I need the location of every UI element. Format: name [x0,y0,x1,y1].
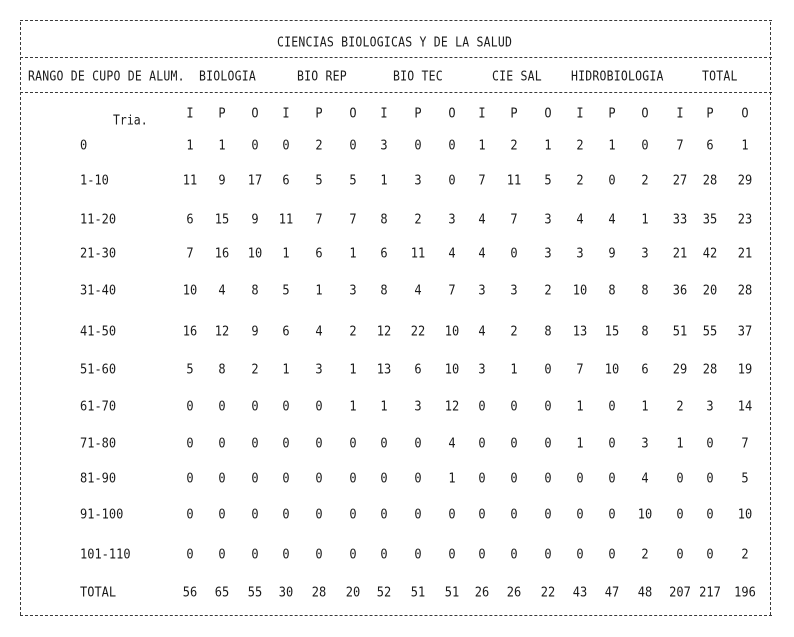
table-cell: 1 [544,137,552,153]
table-cell: 11 [182,172,198,188]
range-row-label: 41-50 [80,323,117,339]
table-cell: 10 [604,361,620,377]
table-cell: 0 [478,435,486,451]
table-cell: 28 [702,172,718,188]
header-divider [20,92,772,93]
table-cell: 0 [282,470,290,486]
table-cell: 7 [349,211,357,227]
sub-column-header: P [414,105,422,121]
table-cell: 4 [478,211,486,227]
table-cell: 1 [380,398,388,414]
title-divider [20,57,772,58]
table-cell: 0 [414,137,422,153]
table-cell: 5 [186,361,194,377]
sub-column-header: I [380,105,388,121]
range-row-label: 11-20 [80,211,117,227]
table-cell: 8 [251,282,259,298]
table-cell: 7 [676,137,684,153]
table-cell: 1 [218,137,226,153]
table-cell: 55 [702,323,718,339]
table-cell: 6 [706,137,714,153]
table-cell: 1 [186,137,194,153]
table-cell: 1 [676,435,684,451]
table-cell: 2 [676,398,684,414]
table-cell: 10 [444,361,460,377]
table-cell: 13 [572,323,588,339]
table-cell: 0 [380,506,388,522]
table-cell: 0 [510,435,518,451]
table-cell: 21 [737,245,753,261]
sub-column-header: P [706,105,714,121]
table-cell: 0 [608,172,616,188]
table-cell: 0 [706,435,714,451]
table-cell: 10 [637,506,653,522]
table-cell: 196 [734,584,756,600]
sub-column-header: P [315,105,323,121]
table-cell: 0 [251,435,259,451]
table-cell: 2 [510,323,518,339]
table-cell: 3 [544,245,552,261]
table-cell: 1 [608,137,616,153]
table-cell: 29 [672,361,688,377]
table-cell: 6 [282,323,290,339]
table-cell: 0 [349,435,357,451]
table-cell: 0 [676,546,684,562]
table-cell: 0 [315,398,323,414]
table-cell: 0 [380,546,388,562]
table-cell: 1 [576,435,584,451]
table-cell: 2 [510,137,518,153]
table-cell: 0 [608,506,616,522]
table-cell: 0 [576,546,584,562]
table-cell: 12 [444,398,460,414]
table-cell: 5 [315,172,323,188]
table-cell: 1 [315,282,323,298]
table-cell: 0 [186,506,194,522]
table-cell: 0 [478,506,486,522]
table-cell: 0 [706,470,714,486]
table-cell: 27 [672,172,688,188]
table-cell: 5 [741,470,749,486]
trimester-label: Tria. [113,112,148,128]
table-cell: 9 [218,172,226,188]
table-cell: 3 [448,211,456,227]
table-cell: 5 [544,172,552,188]
table-cell: 3 [641,435,649,451]
table-cell: 3 [478,282,486,298]
table-cell: 0 [706,546,714,562]
table-cell: 0 [218,546,226,562]
table-cell: 30 [278,584,294,600]
table-cell: 10 [572,282,588,298]
table-cell: 1 [478,137,486,153]
table-cell: 0 [380,470,388,486]
table-cell: 20 [702,282,718,298]
table-cell: 0 [510,546,518,562]
table-cell: 1 [349,245,357,261]
bottom-border [20,615,772,616]
table-cell: 11 [278,211,294,227]
table-cell: 48 [637,584,653,600]
table-cell: 10 [444,323,460,339]
table-cell: 15 [214,211,230,227]
table-cell: 21 [672,245,688,261]
table-cell: 19 [737,361,753,377]
group-header-total: TOTAL [702,68,738,84]
table-cell: 1 [448,470,456,486]
range-column-header: RANGO DE CUPO DE ALUM. [28,68,185,84]
table-cell: 22 [410,323,426,339]
range-row-label: 101-110 [80,546,131,562]
table-cell: 3 [576,245,584,261]
table-cell: 17 [247,172,263,188]
table-cell: 6 [186,211,194,227]
table-cell: 0 [282,435,290,451]
table-cell: 0 [282,137,290,153]
table-cell: 51 [410,584,426,600]
table-cell: 4 [478,323,486,339]
table-cell: 13 [376,361,392,377]
table-cell: 0 [544,506,552,522]
table-cell: 0 [510,470,518,486]
table-cell: 29 [737,172,753,188]
table-cell: 51 [672,323,688,339]
table-cell: 37 [737,323,753,339]
table-cell: 4 [608,211,616,227]
table-cell: 9 [251,211,259,227]
table-cell: 23 [737,211,753,227]
table-cell: 0 [544,398,552,414]
table-cell: 0 [544,546,552,562]
table-cell: 4 [641,470,649,486]
table-cell: 10 [247,245,263,261]
table-cell: 3 [641,245,649,261]
table-cell: 8 [380,211,388,227]
table-cell: 3 [414,172,422,188]
table-cell: 4 [414,282,422,298]
table-cell: 35 [702,211,718,227]
table-cell: 1 [510,361,518,377]
range-row-label: 51-60 [80,361,117,377]
table-cell: 43 [572,584,588,600]
sub-column-header: P [510,105,518,121]
table-cell: 51 [444,584,460,600]
table-cell: 3 [544,211,552,227]
table-cell: 7 [741,435,749,451]
document-title: CIENCIAS BIOLOGICAS Y DE LA SALUD [277,34,513,50]
table-cell: 8 [218,361,226,377]
table-cell: 0 [380,435,388,451]
table-cell: 7 [186,245,194,261]
table-cell: 3 [380,137,388,153]
sub-column-header: I [676,105,684,121]
table-cell: 0 [315,506,323,522]
table-cell: 12 [214,323,230,339]
table-cell: 8 [641,282,649,298]
table-cell: 28 [311,584,327,600]
table-cell: 55 [247,584,263,600]
table-cell: 15 [604,323,620,339]
table-cell: 22 [540,584,556,600]
table-cell: 28 [702,361,718,377]
table-cell: 0 [315,435,323,451]
table-cell: 0 [414,506,422,522]
table-cell: 3 [706,398,714,414]
table-cell: 0 [544,470,552,486]
table-cell: 2 [641,172,649,188]
table-cell: 4 [478,245,486,261]
table-cell: 0 [478,470,486,486]
table-cell: 2 [576,172,584,188]
range-row-label: 71-80 [80,435,117,451]
sub-column-header: O [251,105,259,121]
table-cell: 0 [218,470,226,486]
table-cell: 0 [186,546,194,562]
table-cell: 8 [641,323,649,339]
range-row-label: 61-70 [80,398,117,414]
table-cell: 0 [608,398,616,414]
table-cell: 0 [414,435,422,451]
group-header-bio-rep: BIO REP [297,68,347,84]
table-cell: 11 [410,245,426,261]
table-cell: 1 [349,398,357,414]
table-cell: 1 [282,245,290,261]
table-cell: 12 [376,323,392,339]
table-cell: 0 [186,398,194,414]
table-cell: 28 [737,282,753,298]
table-cell: 1 [576,398,584,414]
table-cell: 2 [544,282,552,298]
group-header-biologia: BIOLOGIA [199,68,256,84]
sub-column-header: I [576,105,584,121]
total-row-label: TOTAL [80,584,117,600]
table-cell: 2 [641,546,649,562]
table-cell: 42 [702,245,718,261]
table-cell: 2 [576,137,584,153]
table-cell: 0 [186,470,194,486]
table-cell: 2 [414,211,422,227]
table-cell: 0 [349,546,357,562]
table-cell: 0 [478,398,486,414]
table-cell: 1 [741,137,749,153]
sub-column-header: O [544,105,552,121]
table-cell: 0 [544,435,552,451]
table-cell: 9 [608,245,616,261]
table-cell: 0 [706,506,714,522]
table-cell: 1 [380,172,388,188]
left-border [20,22,21,615]
table-cell: 0 [510,506,518,522]
table-cell: 3 [414,398,422,414]
table-cell: 56 [182,584,198,600]
table-cell: 0 [510,398,518,414]
right-border [770,22,771,615]
table-cell: 26 [506,584,522,600]
table-cell: 5 [349,172,357,188]
table-cell: 0 [251,506,259,522]
table-cell: 3 [349,282,357,298]
range-row-label: 21-30 [80,245,117,261]
table-cell: 0 [544,361,552,377]
table-cell: 11 [506,172,522,188]
table-cell: 33 [672,211,688,227]
table-cell: 7 [448,282,456,298]
table-cell: 8 [380,282,388,298]
table-cell: 10 [182,282,198,298]
table-cell: 0 [218,398,226,414]
table-cell: 4 [218,282,226,298]
table-cell: 207 [669,584,691,600]
table-cell: 2 [251,361,259,377]
table-cell: 6 [380,245,388,261]
table-cell: 7 [478,172,486,188]
top-border [20,20,772,21]
table-cell: 217 [699,584,721,600]
table-cell: 3 [315,361,323,377]
table-cell: 7 [315,211,323,227]
table-cell: 65 [214,584,230,600]
table-cell: 5 [282,282,290,298]
table-cell: 1 [349,361,357,377]
table-cell: 0 [448,172,456,188]
table-cell: 4 [448,435,456,451]
sub-column-header: O [448,105,456,121]
table-cell: 10 [737,506,753,522]
range-row-label: 1-10 [80,172,109,188]
table-cell: 0 [576,470,584,486]
table-cell: 0 [349,470,357,486]
range-row-label: 81-90 [80,470,117,486]
table-cell: 2 [741,546,749,562]
table-cell: 0 [448,137,456,153]
table-cell: 8 [544,323,552,339]
table-cell: 26 [474,584,490,600]
range-row-label: 91-100 [80,506,124,522]
table-cell: 2 [315,137,323,153]
table-cell: 0 [448,546,456,562]
table-cell: 7 [576,361,584,377]
sub-column-header: I [478,105,486,121]
sub-column-header: P [218,105,226,121]
table-cell: 0 [676,470,684,486]
table-cell: 0 [641,137,649,153]
table-cell: 6 [641,361,649,377]
table-cell: 36 [672,282,688,298]
table-cell: 4 [576,211,584,227]
table-cell: 0 [414,546,422,562]
table-cell: 0 [251,546,259,562]
sub-column-header: O [641,105,649,121]
table-cell: 1 [641,211,649,227]
sub-column-header: P [608,105,616,121]
table-cell: 0 [282,546,290,562]
table-cell: 0 [315,470,323,486]
table-cell: 0 [414,470,422,486]
table-cell: 7 [510,211,518,227]
table-cell: 14 [737,398,753,414]
table-cell: 0 [349,137,357,153]
sub-column-header: I [282,105,290,121]
range-row-label: 31-40 [80,282,117,298]
table-cell: 3 [510,282,518,298]
sub-column-header: O [349,105,357,121]
group-header-hidrobiologia: HIDROBIOLOGIA [571,68,664,84]
sub-column-header: O [741,105,749,121]
table-cell: 0 [282,506,290,522]
group-header-cie-sal: CIE SAL [492,68,542,84]
table-cell: 0 [218,506,226,522]
table-cell: 0 [218,435,226,451]
table-cell: 6 [414,361,422,377]
table-cell: 1 [641,398,649,414]
table-cell: 8 [608,282,616,298]
group-header-bio-tec: BIO TEC [393,68,443,84]
table-cell: 16 [214,245,230,261]
table-cell: 47 [604,584,620,600]
table-cell: 3 [478,361,486,377]
table-cell: 0 [608,546,616,562]
table-cell: 6 [282,172,290,188]
table-cell: 4 [315,323,323,339]
table-cell: 20 [345,584,361,600]
table-cell: 0 [282,398,290,414]
table-cell: 16 [182,323,198,339]
table-cell: 1 [282,361,290,377]
table-cell: 6 [315,245,323,261]
table-cell: 0 [251,470,259,486]
table-cell: 0 [315,546,323,562]
table-cell: 9 [251,323,259,339]
table-cell: 0 [251,398,259,414]
table-cell: 0 [251,137,259,153]
range-row-label: 0 [80,137,88,153]
table-cell: 52 [376,584,392,600]
table-cell: 0 [349,506,357,522]
table-cell: 0 [608,435,616,451]
table-cell: 0 [576,506,584,522]
table-cell: 0 [608,470,616,486]
table-cell: 0 [448,506,456,522]
table-cell: 0 [676,506,684,522]
table-cell: 2 [349,323,357,339]
table-cell: 0 [478,546,486,562]
table-cell: 4 [448,245,456,261]
table-cell: 0 [510,245,518,261]
sub-column-header: I [186,105,194,121]
table-cell: 0 [186,435,194,451]
